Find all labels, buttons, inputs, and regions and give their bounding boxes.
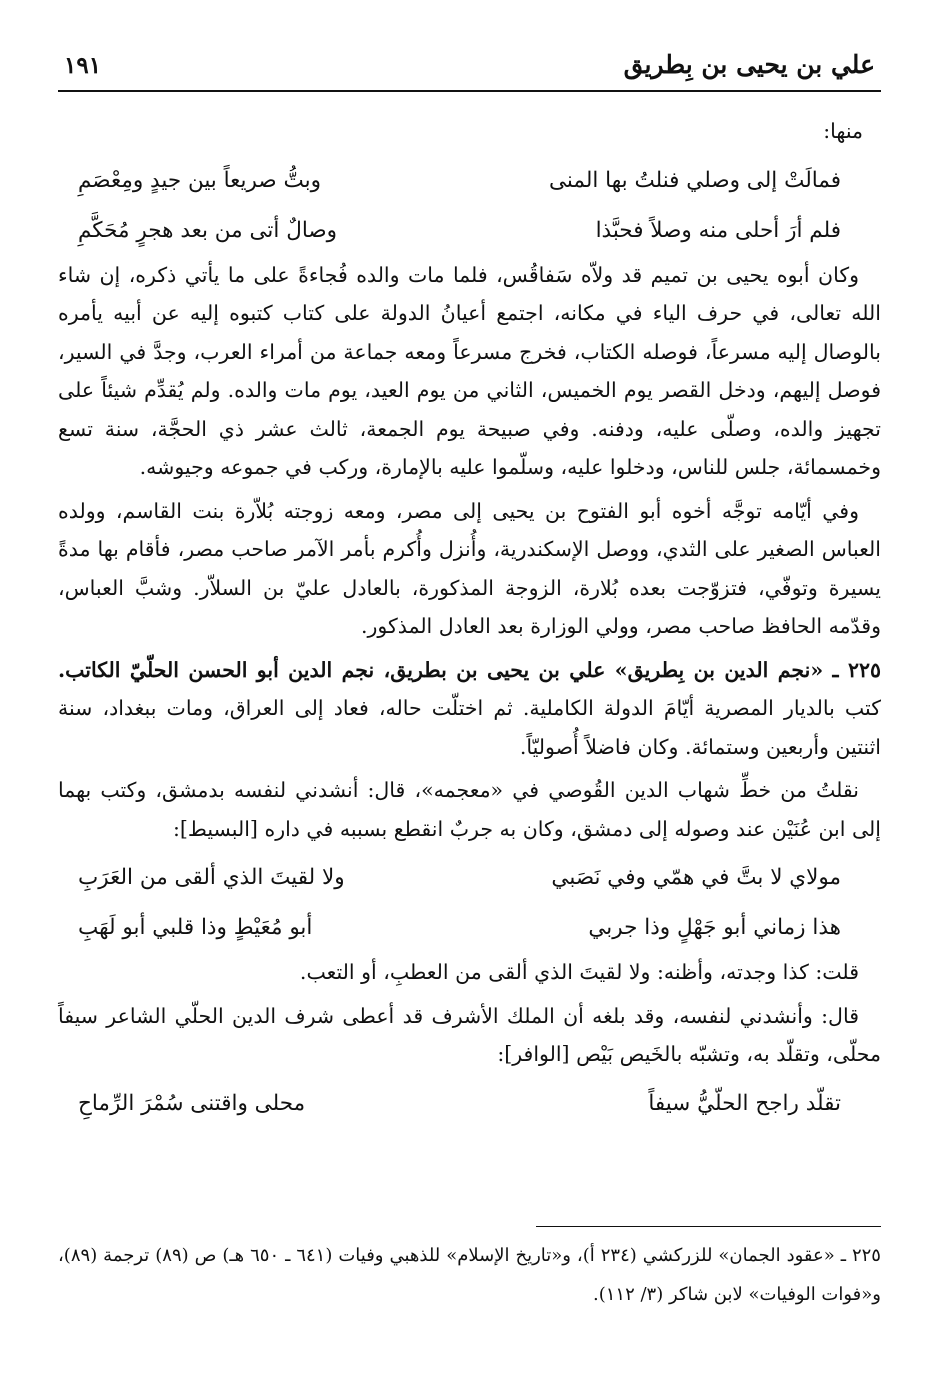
footnote-divider — [536, 1226, 881, 1227]
paragraph: وفي أيّامه توجَّه أخوه أبو الفتوح بن يحيى إلى مصر، ومعه زوجته بُلاّرة بنت القاسم، وولده العباس الصغير على الثدي، ووصل الإسكندرية، وأُنزل وأُكرم بأمر الآمر صاحب مصر، فأقام بها مدةً يسيرة وتوفّي، فتزوّجت بعده بُلارة، الزوجة المذكورة، بالعادل عليّ بن السلاّر. وشبَّ العباس، وقدّمه الحافظ صاحب مصر، وولي الوزارة بعد العادل المذكور. — [58, 498, 881, 638]
verse-second-hemistich: أبو مُعَيْطٍ وذا قلبي أبو لَهَبِ — [78, 915, 313, 940]
footnote: ٢٢٥ ـ «عقود الجمان» للزركشي (٢٣٤ أ)، و«تاريخ الإسلام» للذهبي وفيات (٦٤١ ـ ٦٥٠ هـ) ص (٨٩) ترجمة (٨٩)، و«فوات الوفيات» لابن شاكر (٣/ ١١٢). — [58, 1245, 881, 1305]
page-number: ١٩١ — [64, 52, 102, 79]
verse-line — [58, 206, 881, 256]
page-header — [58, 40, 881, 92]
verse-second-hemistich: ولا لقيتَ الذي ألقى من العَرَبِ — [78, 865, 345, 890]
verse-second-hemistich: وصالٌ أتى من بعد هجرٍ مُحَكَّمِ — [78, 217, 338, 243]
verse-first-hemistich: فمالَتْ إلى وصلي فنلتُ بها المنى — [548, 167, 841, 193]
verse-line — [58, 903, 881, 953]
verse-line — [58, 853, 881, 903]
paragraph: قلت: كذا وجدته، وأظنه: ولا لقيتَ الذي ألقى من العطبِ، أو التعب. — [299, 960, 859, 984]
verse-second-hemistich: وبتُّ صريعاً بين جيدٍ ومِعْصَمِ — [78, 167, 321, 193]
running-title: علي بن يحيى بن بِطريق — [623, 50, 875, 79]
entry-text: كتب بالديار المصرية أيّامَ الدولة الكاملية. ثم اختلّت حاله، فعاد إلى العراق، ومات ببغداد، سنة اثنتين وأربعين وستمائة. وكان فاضلاً أُصوليّاً. — [58, 696, 881, 759]
verse-first-hemistich: تقلّد راجح الحلّيُّ سيفاً — [648, 1090, 841, 1116]
verse-line — [58, 156, 881, 206]
main-text — [58, 112, 881, 1129]
paragraph: نقلتُ من خطِّ شهاب الدين القُوصي في «معجمه»، قال: أنشدني لنفسه بدمشق، وكتب بهما إلى ابن عُنَيْن عند وصوله إلى دمشق، وكان به جربٌ انقطع بسببه في داره [البسيط]: — [58, 778, 881, 841]
intro-line: منها: — [823, 119, 863, 143]
verse-first-hemistich: مولاي لا بتَّ في همّي وفي نَصَبي — [551, 865, 841, 890]
entry-heading: ٢٢٥ ـ «نجم الدين بن بِطريق» علي بن يحيى بن بطريق، نجم الدين أبو الحسن الحلّيّ الكاتب. — [58, 657, 881, 682]
biography-entry — [58, 651, 881, 767]
verse-first-hemistich: فلم أرَ أحلى منه وصلاً فحبَّذا — [595, 217, 841, 243]
footnotes — [58, 1236, 881, 1314]
verse-second-hemistich: محلى واقتنى سُمْرَ الرِّماحِ — [78, 1090, 306, 1116]
paragraph: قال: وأنشدني لنفسه، وقد بلغه أن الملك الأشرف قد أعطى شرف الدين الحلّي الشاعر سيفاً محلّى، وتقلّد به، وتشبّه بالخَيص بَيْص [الوافر]: — [58, 1003, 881, 1066]
verse-line — [58, 1079, 881, 1129]
paragraph: وكان أبوه يحيى بن تميم قد ولاّه سَفاقُس، فلما مات والده فُجاءةً على ما يأتي ذكره، إن شاء الله تعالى، في حرف الياء في مكانه، اجتمع أعيانُ الدولة على كتاب كتبوه إليه عن أبيه يأمره بالوصال إليه مسرعاً، فوصله الكتاب، فخرج مسرعاً ومعه جماعة من أمراء العرب، وجدَّ في السير، فوصل إليهم، ودخل القصر يوم الخميس، الثاني من يوم العيد، يوم مات والده. ولم يُقدِّم شيئاً على تجهيز والده، وصلّى عليه، ودفنه. وفي صبيحة يوم الجمعة، ثالث عشر ذي الحجَّة، سنة تسع وخمسمائة، جلس للناس، ودخلوا عليه، وسلّموا عليه بالإمارة، وركب في جموعه وجيوشه. — [58, 262, 881, 479]
verse-first-hemistich: هذا زماني أبو جَهْلٍ وذا جربي — [588, 915, 841, 940]
